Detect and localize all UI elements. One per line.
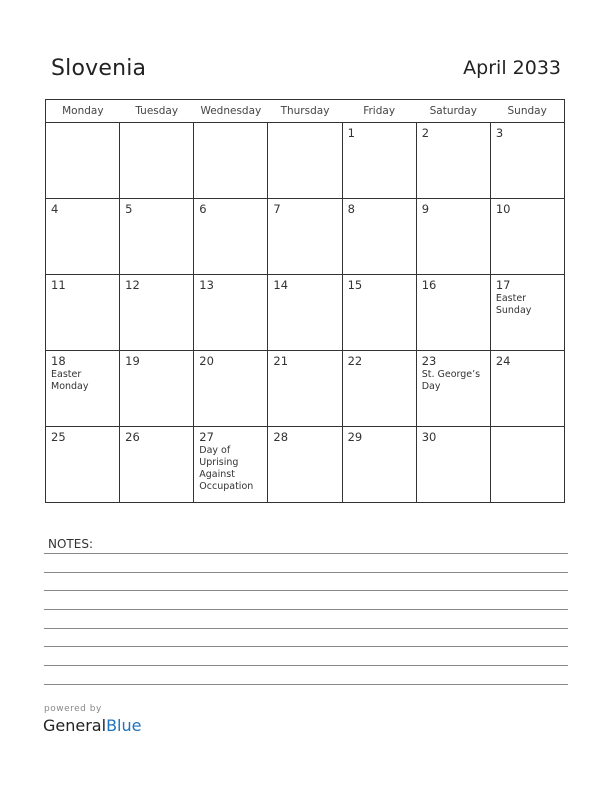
weekday-saturday: Saturday [416,100,490,123]
day-cell [194,275,268,351]
week-row [46,427,565,503]
note-line [44,590,568,591]
day-cell [416,275,490,351]
country-title: Slovenia [51,56,147,81]
calendar-grid [45,99,565,503]
day-number: 2 [421,126,430,140]
day-cell [120,199,194,275]
week-row [46,199,565,275]
day-cell [120,123,194,199]
brand-general: General [43,716,107,735]
day-number: 15 [347,278,363,292]
note-line [44,628,568,629]
note-line [44,646,568,647]
weekday-header-row [46,100,565,123]
day-cell [490,275,564,351]
day-number: 5 [125,202,133,216]
weekday-friday: Friday [342,100,416,123]
day-cell [490,351,564,427]
day-number: 6 [199,202,207,216]
day-cell [490,123,564,199]
day-number: 4 [51,202,59,216]
day-number: 30 [421,430,437,444]
day-number: 8 [347,202,355,216]
day-number: 13 [199,278,214,292]
day-cell [268,275,342,351]
week-row [46,351,565,427]
day-cell [120,427,194,503]
day-cell [268,351,342,427]
day-cell [194,199,268,275]
week-row [46,123,565,199]
day-number: 25 [51,430,66,444]
day-cell [416,199,490,275]
notes-label: NOTES: [48,537,93,551]
holiday-label: Easter Sunday [495,293,532,316]
powered-by-text: powered by [44,704,102,714]
day-number: 14 [273,278,289,292]
day-cell [416,427,490,503]
holiday-label: Easter Monday [51,369,89,392]
day-cell [46,275,120,351]
day-cell [342,351,416,427]
day-cell [46,427,120,503]
day-cell [120,351,194,427]
day-cell [194,427,268,503]
day-number: 27 [199,430,214,444]
day-number: 16 [421,278,437,292]
day-number: 24 [495,354,511,368]
day-cell [194,123,268,199]
week-row [46,275,565,351]
day-number: 22 [347,354,363,368]
holiday-label: Day of Uprising Against Occupation [199,445,254,492]
calendar-body [46,123,565,503]
day-number: 23 [421,354,437,368]
day-number: 21 [273,354,289,368]
day-cell [342,275,416,351]
generalblue-logo [43,716,141,735]
day-cell [194,351,268,427]
day-number: 12 [125,278,140,292]
day-cell [268,427,342,503]
day-cell [416,123,490,199]
day-cell [342,123,416,199]
day-number: 18 [51,354,66,368]
day-cell [46,199,120,275]
weekday-sunday: Sunday [490,100,564,123]
day-cell [490,427,564,503]
day-number: 9 [421,202,430,216]
weekday-tuesday: Tuesday [120,100,194,123]
month-year-title: April 2033 [463,57,561,79]
day-cell [268,199,342,275]
day-cell [46,351,120,427]
day-cell [490,199,564,275]
day-number: 20 [199,354,214,368]
note-line [44,684,568,685]
note-line [44,572,568,573]
weekday-monday: Monday [46,100,120,123]
day-number: 11 [51,278,66,292]
day-cell [342,427,416,503]
note-line [44,553,568,554]
day-cell [46,123,120,199]
day-number: 10 [495,202,511,216]
day-cell [416,351,490,427]
day-cell [268,123,342,199]
note-line [44,609,568,610]
day-cell [120,275,194,351]
weekday-wednesday: Wednesday [194,100,268,123]
day-number: 17 [495,278,511,292]
holiday-label: St. George’s Day [421,369,481,392]
day-cell [342,199,416,275]
day-number: 29 [347,430,363,444]
weekday-thursday: Thursday [268,100,342,123]
note-line [44,665,568,666]
day-number: 28 [273,430,289,444]
day-number: 1 [347,126,355,140]
day-number: 7 [273,202,281,216]
day-number: 19 [125,354,140,368]
day-number: 26 [125,430,140,444]
brand-blue: Blue [106,716,142,735]
day-number: 3 [495,126,504,140]
